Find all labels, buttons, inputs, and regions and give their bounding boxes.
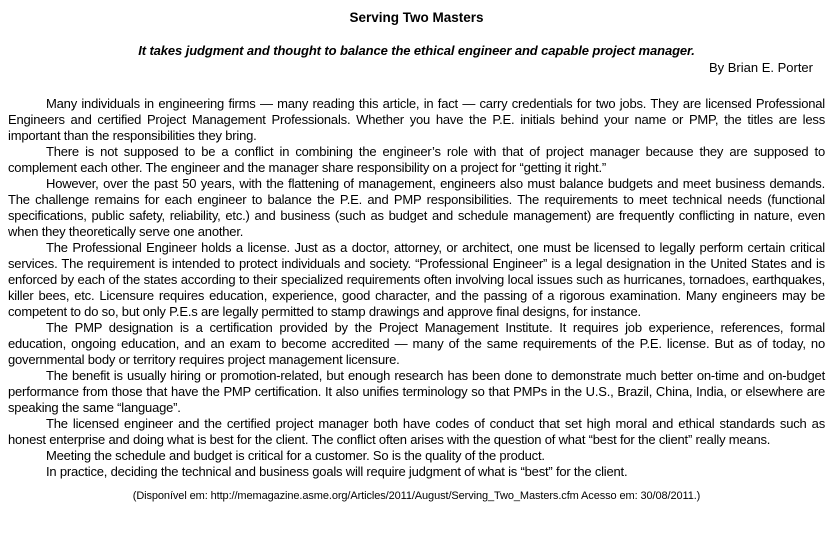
- article-paragraph: Many individuals in engineering firms — many reading this article, in fact — carry credentials for two jobs. They are licensed Professional Engineers and certified Project Management Professionals. Whether you have the P.E. initials behind your name or PMP, the titles are less important than the responsibilities they bring.: [8, 96, 825, 143]
- article-title: Serving Two Masters: [349, 10, 484, 25]
- article-paragraph: The licensed engineer and the certified project manager both have codes of conduct that set high moral and ethical standards such as honest enterprise and doing what is best for the client. The conflict often arises with the question of what “best for the client” really means.: [8, 416, 825, 447]
- article-paragraph: There is not supposed to be a conflict in combining the engineer’s role with that of project manager because they are supposed to complement each other. The engineer and the manager share responsibility on a project for “getting it right.”: [8, 144, 825, 175]
- article-byline: By Brian E. Porter: [708, 60, 813, 75]
- article-paragraph: Meeting the schedule and budget is critical for a customer. So is the quality of the product.: [46, 448, 545, 463]
- article-paragraph: The PMP designation is a certification provided by the Project Management Institute. It requires job experience, references, formal education, ongoing education, and an exam to become accredited — many of the same requirements of the P.E. license. But as of today, no governmental body or territory requires project management licensure.: [8, 320, 825, 367]
- article-body: [8, 96, 825, 480]
- article-paragraph: In practice, deciding the technical and business goals will require judgment of what is “best” for the client.: [46, 464, 628, 479]
- article-paragraph: The Professional Engineer holds a license. Just as a doctor, attorney, or architect, one must be licensed to legally perform certain critical services. The requirement is intended to protect individuals and society. “Professional Engineer” is a legal designation in the United States and is enforced by each of the states according to their specialized requirements often involving local issues such as hurricanes, tornadoes, earthquakes, killer bees, etc. Licensure requires education, experience, good character, and the passing of a rigorous examination. Many engineers may be competent to do so, but only P.E.s are legally permitted to stamp drawings and approve final designs, for instance.: [8, 240, 825, 319]
- article-paragraph: The benefit is usually hiring or promotion-related, but enough research has been done to demonstrate much better on-time and on-budget performance from those that have the PMP certification. It also unifies terminology so that PMPs in the U.S., Brazil, China, India, or elsewhere are speaking the same “language”.: [8, 368, 825, 415]
- article-paragraph: However, over the past 50 years, with the flattening of management, engineers also must balance budgets and meet business demands. The challenge remains for each engineer to balance the P.E. and PMP responsibilities. The requirements to meet technical needs (functional specifications, public safety, reliability, etc.) and business (such as budget and schedule management) are frequently conflicting in nature, even when they theoretically serve one another.: [8, 176, 825, 239]
- source-reference: (Disponível em: http://memagazine.asme.org/Articles/2011/August/Serving_Two_Masters.cfm Acesso em: 30/08/2011.): [132, 490, 701, 502]
- article-subtitle: It takes judgment and thought to balance the ethical engineer and capable project manager.: [138, 43, 695, 58]
